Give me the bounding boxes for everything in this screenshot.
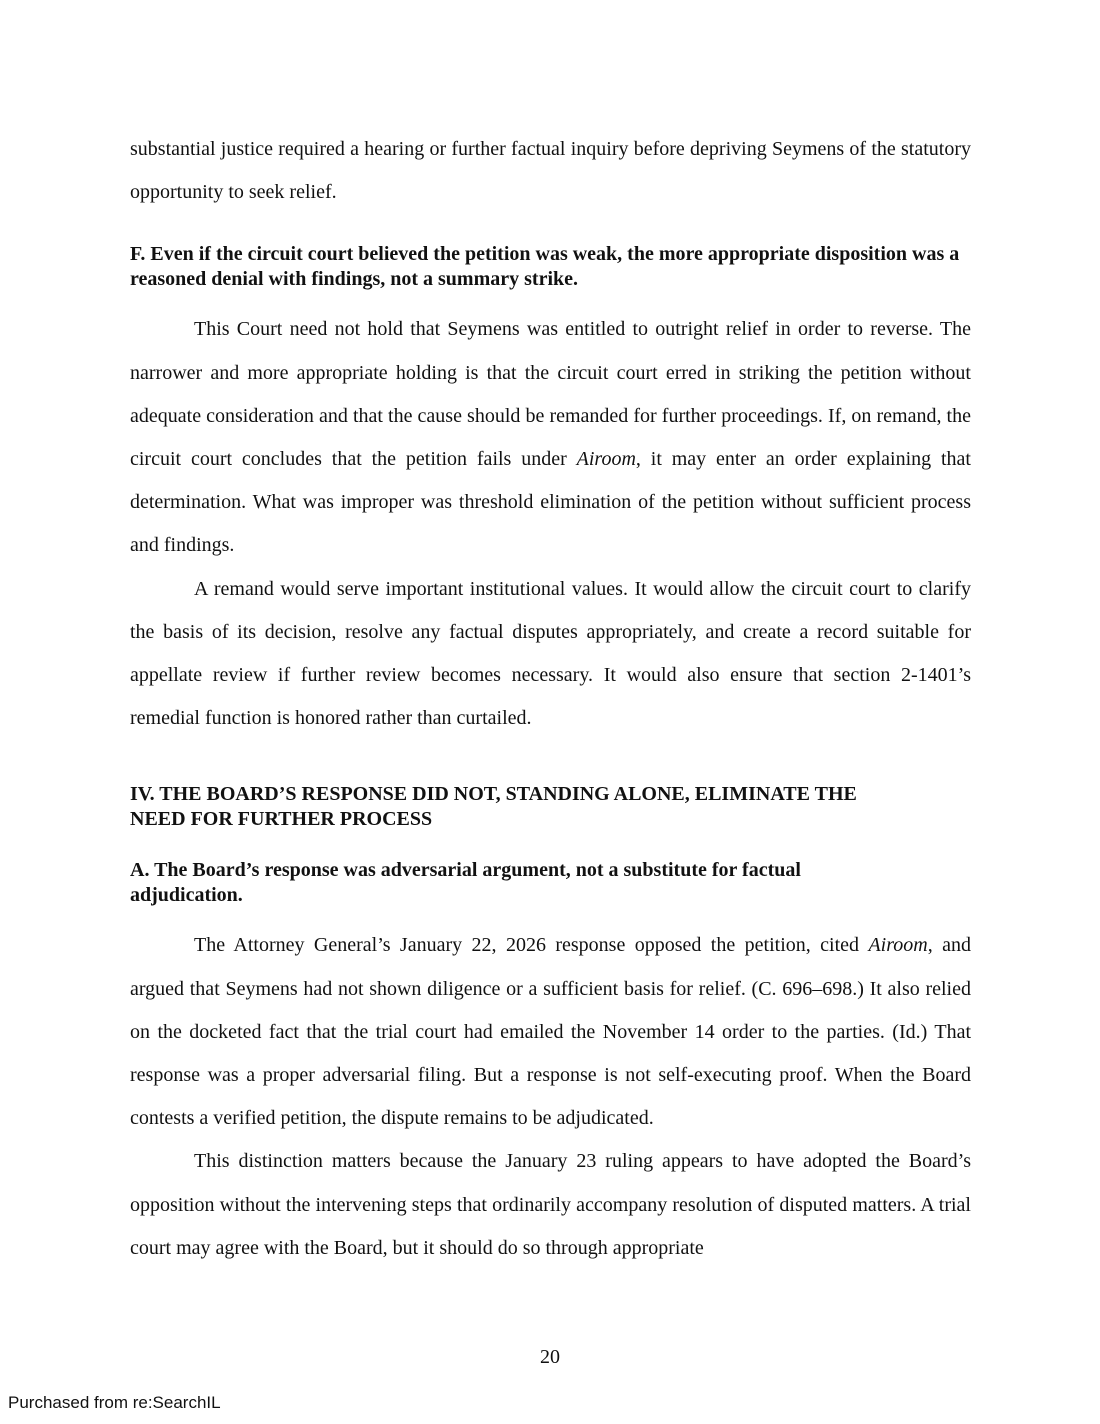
- section-f-paragraph-2: A remand would serve important institutional values. It would allow the circuit court to clarify the basis of its decision, resolve any factual disputes appropriately, and create a record suitable for appellate review if further review becomes necessary. It would also ensure that section 2-1401’s remedial function is honored rather than curtailed.: [130, 577, 971, 730]
- document-body: [130, 128, 971, 1270]
- text-run: This Court need not hold that Seymens was entitled to outright relief in order to reverse. The narrower and more appropriate holding is that the circuit court erred in striking the petition without adequate consideration and that the cause should be remanded for further proceedings. If, on remand, the circuit court concludes that the petition fails under: [130, 318, 971, 471]
- continuation-paragraph: substantial justice required a hearing or further factual inquiry before depriving Seymens of the statutory opportunity to seek relief.: [130, 138, 971, 204]
- heading-line: adjudication.: [130, 884, 243, 907]
- section-a-paragraph-2: This distinction matters because the January 23 ruling appears to have adopted the Board’s opposition without the intervening steps that ordinarily accompany resolution of disputed matters. A trial court may agree with the Board, but it should do so through appropriate: [130, 1150, 971, 1259]
- purchase-stamp: Purchased from re:SearchIL: [8, 1393, 221, 1412]
- case-name-italic: Airoom: [576, 448, 636, 471]
- section-f-paragraph-1: [130, 308, 971, 567]
- section-f-heading: F. Even if the circuit court believed the petition was weak, the more appropriate disposition was a reasoned denial with findings, not a summary strike.: [130, 243, 960, 291]
- section-iv-heading: [130, 782, 971, 832]
- text-run: , it may enter an order explaining that determination. What was improper was threshold elimination of the petition without sufficient process and findings.: [130, 448, 971, 557]
- heading-line: NEED FOR FURTHER PROCESS: [130, 808, 433, 831]
- heading-line: A. The Board’s response was adversarial argument, not a substitute for factual: [130, 859, 801, 882]
- text-run: , and argued that Seymens had not shown diligence or a sufficient basis for relief. (C. 696–698.) It also relied on the docketed fact that the trial court had emailed the November 14 order to the parties. (Id.) That response was a proper adversarial filing. But a response is not self-executing proof. When the Board contests a verified petition, the dispute remains to be adjudicated.: [130, 934, 971, 1130]
- section-a-paragraph-1: [130, 924, 971, 1140]
- text-run: The Attorney General’s January 22, 2026 response opposed the petition, cited: [194, 934, 869, 957]
- case-name-italic: Airoom: [868, 934, 928, 957]
- page-number: 20: [540, 1346, 560, 1368]
- section-a-heading: [130, 858, 971, 908]
- heading-line: IV. THE BOARD’S RESPONSE DID NOT, STANDING ALONE, ELIMINATE THE: [130, 783, 857, 806]
